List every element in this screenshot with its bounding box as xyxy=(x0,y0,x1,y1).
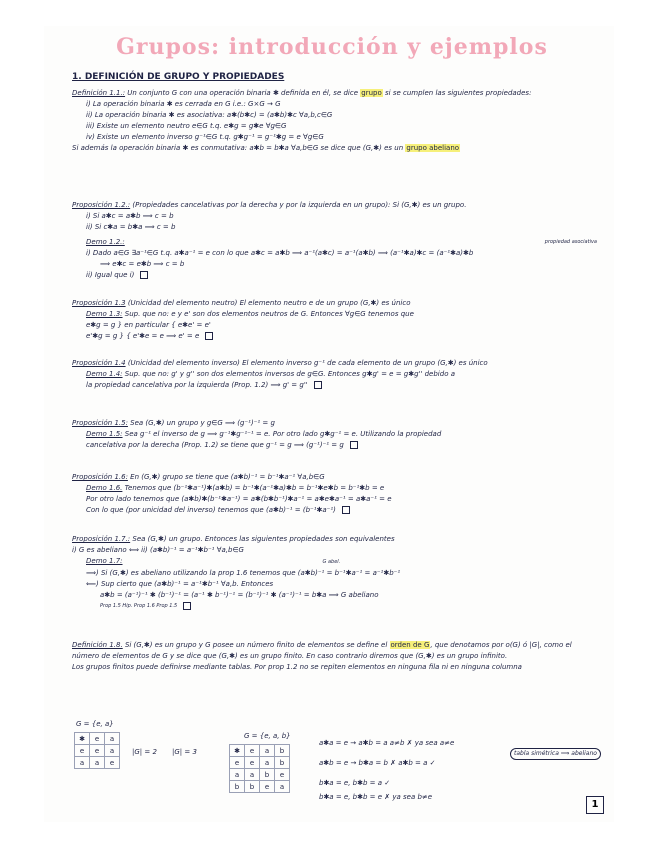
proposition-label: Proposición 1.3 xyxy=(72,299,126,307)
proposition-1-6 xyxy=(72,472,597,516)
demo-label: Demo 1.7: xyxy=(86,557,123,565)
qed-box xyxy=(205,332,213,340)
table-cell: e xyxy=(245,745,260,757)
table-cell: a xyxy=(260,757,275,769)
proposition-label: Proposición 1.5: xyxy=(72,419,128,427)
proposition-label: Proposición 1.6: xyxy=(72,473,128,481)
table-row xyxy=(230,769,290,781)
equivalence-line: i) G es abeliano ⟺ ii) (a✱b)⁻¹ = a⁻¹✱b⁻¹ ∀a,b∈G xyxy=(72,546,244,554)
demo-line: ⟸) Sup cierto que (a✱b)⁻¹ = a⁻¹✱b⁻¹ ∀a,b. Entonces xyxy=(86,580,274,588)
demo-label: Demo 1.2.: xyxy=(86,238,125,246)
table-cell: e xyxy=(90,733,105,745)
table-cell: ✱ xyxy=(230,745,245,757)
demo-line: Sup. que no: e y e' son dos elementos neutros de G. Entonces ∀g∈G tenemos que xyxy=(124,310,414,318)
demo-line: i) Dado a∈G ∃a⁻¹∈G t.q. a✱a⁻¹ = e con lo que a✱c = a✱b ⟹ a⁻¹(a✱c) = a⁻¹(a✱b) ⟹ (a⁻¹✱a)✱c = (a⁻¹✱a)✱b xyxy=(86,249,474,257)
property-iv: iv) Existe un elemento inverso g⁻¹∈G t.q. g✱g⁻¹ = g⁻¹✱g = e ∀g∈G xyxy=(86,133,324,141)
case-note: a✱a = e → a✱b = a a≠b ✗ ya sea a≠e xyxy=(319,739,455,747)
demo-line: e'✱g = g } { e'✱e = e ⟹ e' = e xyxy=(86,332,200,340)
table-cell: a xyxy=(245,769,260,781)
table-cell: b xyxy=(230,781,245,793)
margin-note: propiedad asociativa xyxy=(544,239,597,245)
definition-1-1 xyxy=(72,88,597,154)
symmetry-note: tabla simétrica ⟹ abeliano xyxy=(510,748,601,760)
qed-box xyxy=(183,602,191,610)
table2-order: |G| = 3 xyxy=(172,748,197,756)
page-number: 1 xyxy=(586,796,604,814)
abelian-text: Si además la operación binaria ✱ es conmutativa: a✱b = b✱a ∀a,b∈G se dice que (G,✱) es un xyxy=(72,144,404,152)
table-row xyxy=(230,757,290,769)
table-cell: e xyxy=(245,757,260,769)
proposition-text: (Unicidad del elemento inverso) El elemento inverso g⁻¹ de cada elemento de un grupo (G,✱) es único xyxy=(127,359,488,367)
demo-line: Por otro lado tenemos que (a✱b)✱(b⁻¹✱a⁻¹) = a✱(b✱b⁻¹)✱a⁻¹ = a✱e✱a⁻¹ = a✱a⁻¹ = e xyxy=(86,495,392,503)
demo-line: ii) Igual que i) xyxy=(86,271,135,279)
table-row xyxy=(230,745,290,757)
definition-label: Definición 1.1.: xyxy=(72,89,126,97)
cayley-table-order-2 xyxy=(74,732,120,769)
proposition-1-7 xyxy=(72,534,597,612)
table-cell: ✱ xyxy=(75,733,90,745)
demo-line: cancelativa por la derecha (Prop. 1.2) se tiene que g⁻¹ = g ⟹ (g⁻¹)⁻¹ = g xyxy=(86,441,344,449)
case-note: a✱b = e → b✱a = b ✗ a✱b = a ✓ xyxy=(319,759,436,767)
qed-box xyxy=(342,506,350,514)
proposition-text: (Propiedades cancelativas por la derecha y por la izquierda en un grupo): Si (G,✱) es un grupo. xyxy=(132,201,467,209)
demo-line: Con lo que (por unicidad del inverso) tenemos que (a✱b)⁻¹ = (b⁻¹✱a⁻¹) xyxy=(86,506,336,514)
table-cell: b xyxy=(275,745,290,757)
table-cell: a xyxy=(275,781,290,793)
cayley-table-order-3 xyxy=(229,744,290,793)
table-row xyxy=(75,733,120,745)
proposition-label: Proposición 1.4 xyxy=(72,359,126,367)
demo-line: ⟹ e✱c = e✱b ⟹ c = b xyxy=(100,260,185,268)
table-cell: b xyxy=(275,757,290,769)
definition-text: Un conjunto G con una operación binaria ✱ definida en él, se dice xyxy=(127,89,359,97)
margin-note: G abel. xyxy=(322,559,341,565)
demo-label: Demo 1.4: xyxy=(86,370,123,378)
proposition-text: Sea (G,✱) un grupo y g∈G ⟹ (g⁻¹)⁻¹ = g xyxy=(130,419,275,427)
proposition-1-5 xyxy=(72,418,597,451)
demo-line: ⟹) Si (G,✱) es abeliano utilizando la prop 1.6 tenemos que (a✱b)⁻¹ = b⁻¹✱a⁻¹ = a⁻¹✱b⁻¹ xyxy=(86,569,401,577)
table-cell: e xyxy=(260,781,275,793)
table-cell: b xyxy=(245,781,260,793)
highlight-abelian: grupo abeliano xyxy=(406,144,460,152)
definition-1-8 xyxy=(72,640,597,673)
table-cell: a xyxy=(105,733,120,745)
table-cell: a xyxy=(105,745,120,757)
qed-box xyxy=(314,381,322,389)
demo-line: Sup. que no: g' y g'' son dos elementos inversos de g∈G. Entonces g✱g' = e = g✱g'' debido a xyxy=(124,370,455,378)
property-ii: ii) La operación binaria ✱ es asociativa: a✱(b✱c) = (a✱b)✱c ∀a,b,c∈G xyxy=(86,111,333,119)
definition-text-3: Los grupos finitos puede definirse mediante tablas. Por prop 1.2 no se repiten elementos en ninguna fila ni en ninguna columna xyxy=(72,663,522,671)
definition-text-2: , que denotamos por o(G) ó |G|, como el número de elementos de G y se dice que (G,✱) es un grupo finito. En caso contrario diremos que (G,✱) es un grupo infinito. xyxy=(72,641,572,660)
table-cell: e xyxy=(75,745,90,757)
proposition-text: Sea (G,✱) un grupo. Entonces las siguientes propiedades son equivalentes xyxy=(132,535,395,543)
demo-annotation: Prop 1.5 Hip. Prop 1.6 Prop 1.5 xyxy=(100,603,178,609)
demo-line: a✱b = (a⁻¹)⁻¹ ✱ (b⁻¹)⁻¹ = (a⁻¹ ✱ b⁻¹)⁻¹ = (b⁻¹)⁻¹ ✱ (a⁻¹)⁻¹ = b✱a ⟹ G abeliano xyxy=(100,591,379,599)
notebook-page xyxy=(44,26,614,822)
table-cell: a xyxy=(230,769,245,781)
section-heading: 1. DEFINICIÓN DE GRUPO Y PROPIEDADES xyxy=(72,72,285,82)
case-note: b✱a = e, b✱b = a ✓ xyxy=(319,779,391,787)
table-cell: e xyxy=(90,745,105,757)
page-title: Grupos: introducción y ejemplos xyxy=(116,34,548,60)
demo-line: e✱g = g } en particular { e✱e' = e' xyxy=(86,321,211,329)
table-cell: a xyxy=(260,745,275,757)
cancel-left: i) Si a✱c = a✱b ⟹ c = b xyxy=(86,212,174,220)
proposition-text: (Unicidad del elemento neutro) El elemento neutro e de un grupo (G,✱) es único xyxy=(127,299,411,307)
demo-line: Sea g⁻¹ el inverso de g ⟹ g⁻¹✱g⁻¹⁻¹ = e. Por otro lado g✱g⁻¹ = e. Utilizando la propiedad xyxy=(124,430,442,438)
proposition-1-2 xyxy=(72,200,597,281)
table1-order: |G| = 2 xyxy=(132,748,157,756)
table1-set: G = {e, a} xyxy=(76,720,114,728)
demo-label: Demo 1.3: xyxy=(86,310,123,318)
table-cell: b xyxy=(260,769,275,781)
proposition-1-3 xyxy=(72,298,597,342)
demo-line: Tenemos que (b⁻¹✱a⁻¹)✱(a✱b) = b⁻¹✱(a⁻¹✱a)✱b = b⁻¹✱e✱b = b⁻¹✱b = e xyxy=(124,484,385,492)
table-cell: a xyxy=(75,757,90,769)
table-cell: e xyxy=(105,757,120,769)
table-row xyxy=(75,745,120,757)
qed-box xyxy=(350,441,358,449)
property-iii: iii) Existe un elemento neutro e∈G t.q. e✱g = g✱e ∀g∈G xyxy=(86,122,287,130)
definition-text: Si (G,✱) es un grupo y G posee un número finito de elementos se define el xyxy=(124,641,388,649)
property-i: i) La operación binaria ✱ es cerrada en G i.e.: G×G → G xyxy=(86,100,281,108)
proposition-label: Proposición 1.2.: xyxy=(72,201,131,209)
table-row xyxy=(230,781,290,793)
cancel-right: ii) Si c✱a = b✱a ⟹ c = b xyxy=(86,223,176,231)
demo-line: la propiedad cancelativa por la izquierda (Prop. 1.2) ⟹ g' = g'' xyxy=(86,381,308,389)
proposition-label: Proposición 1.7.: xyxy=(72,535,131,543)
highlight-order: orden de G xyxy=(390,641,430,649)
table-cell: e xyxy=(275,769,290,781)
definition-text-2: si se cumplen las siguientes propiedades: xyxy=(385,89,532,97)
table2-set: G = {e, a, b} xyxy=(244,732,291,740)
table-cell: e xyxy=(230,757,245,769)
proposition-text: En (G,✱) grupo se tiene que (a✱b)⁻¹ = b⁻¹✱a⁻¹ ∀a,b∈G xyxy=(130,473,325,481)
demo-label: Demo 1.6. xyxy=(86,484,123,492)
highlight-term: grupo xyxy=(361,89,382,97)
proposition-1-4 xyxy=(72,358,597,391)
definition-label: Definición 1.8. xyxy=(72,641,123,649)
case-note: b✱a = e, b✱b = e ✗ ya sea b≠e xyxy=(319,793,433,801)
table-row xyxy=(75,757,120,769)
qed-box xyxy=(140,271,148,279)
demo-label: Demo 1.5: xyxy=(86,430,123,438)
table-cell: a xyxy=(90,757,105,769)
